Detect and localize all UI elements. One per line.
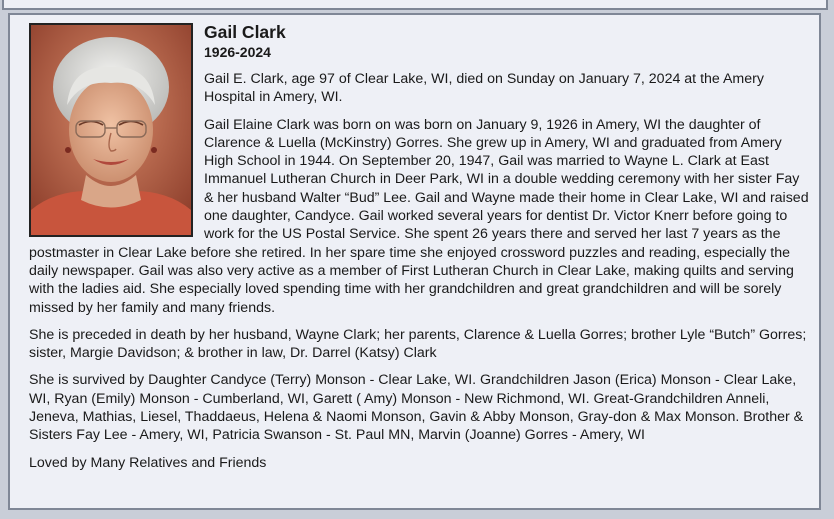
deceased-name: Gail Clark — [204, 22, 286, 42]
biography-paragraph: Gail Elaine Clark was born on was born on January 9, 1926 in Amery, WI the daughter of Clarence & Luella (McKinstry) Gorres. She grew up in Amery, WI and graduated from Amery High School in 1944. On September 20, 1947, Gail was married to Wayne L. Clark at East Immanuel Lutheran Church in Deer Park, WI in a double wedding ceremony with her sister Fay & her husband Walter “Bud” Lee. Gail and Wayne made their home in Clear Lake, WI and raised one daughter, Candyce. Gail worked several years for dentist Dr. Victor Knerr before going to work for the US Postal Service. She spent 26 years there and served her last 7 years as the postmaster in Clear Lake before she retired. In her spare time she enjoyed crossword puzzles and reading, especially the daily newspaper. Gail was also very active as a member of First Lutheran Church in Clear Lake, making quilts and serving with the ladies aid. She especially loved spending time with her grandchildren and great grandchildren and will be sorely missed by her family and many friends. — [29, 116, 809, 316]
previous-card-edge — [2, 0, 828, 10]
death-notice-paragraph: Gail E. Clark, age 97 of Clear Lake, WI, died on Sunday on January 7, 2024 at the Amery Hospital in Amery, WI. — [204, 71, 764, 106]
portrait-photo — [29, 23, 193, 237]
obituary-content — [29, 21, 809, 481]
preceded-in-death-paragraph: She is preceded in death by her husband, Wayne Clark; her parents, Clarence & Luella Gorres; brother Lyle “Butch” Gorres; sister, Margie Davidson; & brother in law, Dr. Darrel (Katsy) Clark — [29, 326, 807, 362]
obituary-card — [8, 13, 821, 510]
closing-line: Loved by Many Relatives and Friends — [29, 454, 267, 471]
portrait-illustration — [31, 25, 191, 235]
life-years: 1926-2024 — [204, 44, 271, 60]
survived-by-paragraph: She is survived by Daughter Candyce (Terry) Monson - Clear Lake, WI. Grandchildren Jason (Erica) Monson - Clear Lake, WI, Ryan (Emily) Monson - Cumberland, WI, Garett ( Amy) Monson - New Richmond, WI. Great-Grandchildren Anneli, Jeneva, Mathias, Liesel, Thaddaeus, Helena & Naomi Monson, Gavin & Abby Monson, Gray-don & Max Monson. Brother & Sisters Fay Lee - Amery, WI, Patricia Swanson - St. Paul MN, Marvin (Joanne) Gorres - Amery, WI — [29, 372, 804, 444]
